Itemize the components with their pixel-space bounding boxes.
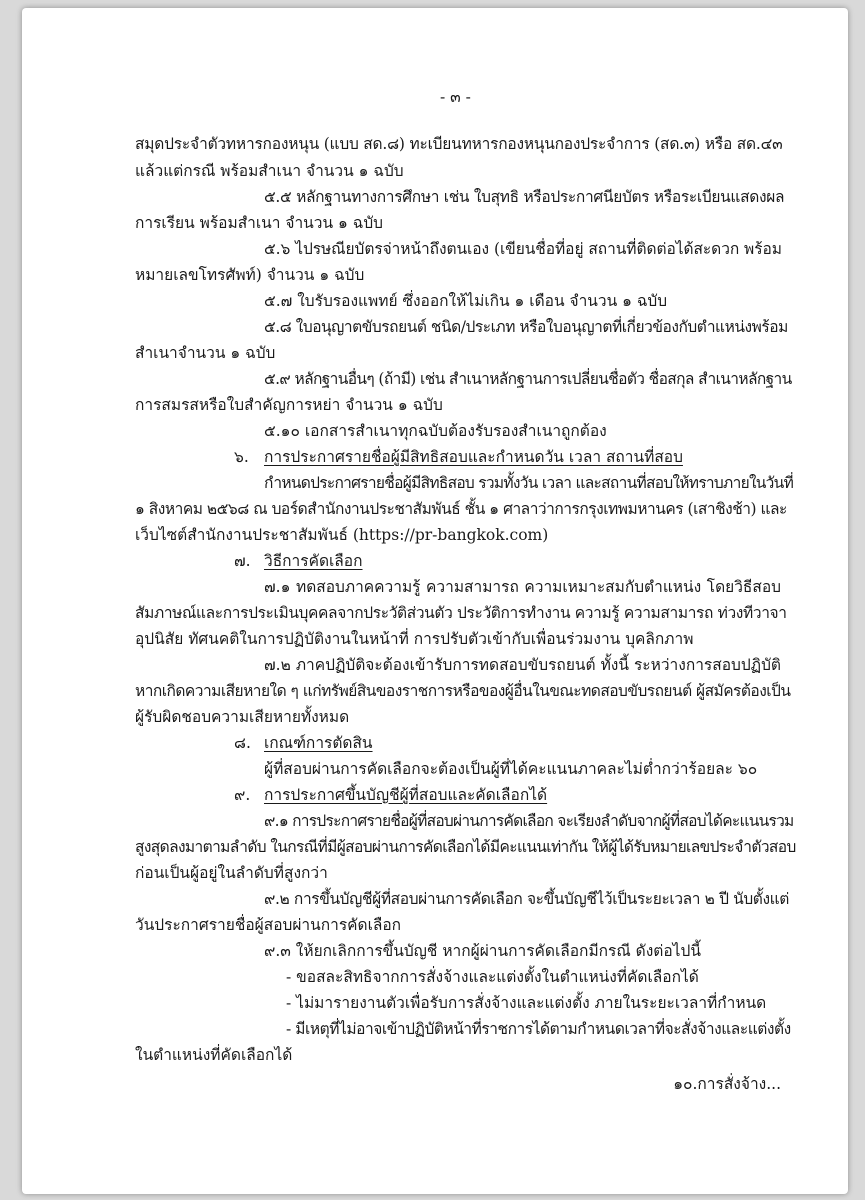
section-heading: เกณฑ์การตัดสิน bbox=[264, 734, 373, 752]
text-line: กำหนดประกาศรายชื่อผู้มีสิทธิสอบ รวมทั้งวัน เวลา และสถานที่สอบให้ทราบภายในวันที่ bbox=[264, 474, 794, 492]
text-line: ๕.๖ ไปรษณียบัตรจ่าหน้าถึงตนเอง (เขียนชื่อที่อยู่ สถานที่ติดต่อได้สะดวก พร้อม bbox=[264, 240, 782, 258]
section-heading: การประกาศขึ้นบัญชีผู้ที่สอบและคัดเลือกได้ bbox=[264, 786, 548, 804]
text-line: วันประกาศรายชื่อผู้สอบผ่านการคัดเลือก bbox=[135, 916, 402, 934]
section-number: ๖. bbox=[234, 448, 249, 466]
text-line: - ไม่มารายงานตัวเพื่อรับการสั่งจ้างและแต่งตั้ง ภายในระยะเวลาที่กำหนด bbox=[286, 994, 767, 1012]
text-line: สมุดประจำตัวทหารกองหนุน (แบบ สด.๘) ทะเบียนทหารกองหนุนกองประจำการ (สด.๓) หรือ สด.๔๓ bbox=[135, 135, 783, 153]
page-number: - ๓ - bbox=[440, 88, 471, 106]
text-line: ๕.๙ หลักฐานอื่นๆ (ถ้ามี) เช่น สำเนาหลักฐานการเปลี่ยนชื่อตัว ชื่อสกุล สำเนาหลักฐาน bbox=[264, 370, 792, 388]
text-line: เว็บไซต์สำนักงานประชาสัมพันธ์ (https://pr-bangkok.com) bbox=[135, 526, 549, 544]
continuation-text: ๑๐.การสั่งจ้าง... bbox=[673, 1075, 781, 1093]
text-line: - ขอสละสิทธิจากการสั่งจ้างและแต่งตั้งในตำแหน่งที่คัดเลือกได้ bbox=[286, 968, 699, 986]
text-line: ๗.๒ ภาคปฏิบัติจะต้องเข้ารับการทดสอบขับรถยนต์ ทั้งนี้ ระหว่างการสอบปฏิบัติ bbox=[264, 656, 781, 674]
text-line: อุปนิสัย ทัศนคติในการปฏิบัติงานในหน้าที่ การปรับตัวเข้ากับเพื่อนร่วมงาน บุคลิกภาพ bbox=[135, 630, 694, 648]
text-line: สำเนาจำนวน ๑ ฉบับ bbox=[135, 344, 276, 362]
text-line: ๕.๘ ใบอนุญาตขับรถยนต์ ชนิด/ประเภท หรือใบอนุญาตที่เกี่ยวข้องกับตำแหน่งพร้อม bbox=[264, 318, 788, 336]
section-number: ๙. bbox=[234, 786, 251, 804]
text-line: ๕.๑๐ เอกสารสำเนาทุกฉบับต้องรับรองสำเนาถูกต้อง bbox=[264, 422, 607, 440]
text-line: ก่อนเป็นผู้อยู่ในลำดับที่สูงกว่า bbox=[135, 864, 328, 882]
text-line: ๕.๗ ใบรับรองแพทย์ ซึ่งออกให้ไม่เกิน ๑ เดือน จำนวน ๑ ฉบับ bbox=[264, 292, 668, 310]
section-number: ๗. bbox=[234, 552, 251, 570]
text-line: สูงสุดลงมาตามลำดับ ในกรณีที่มีผู้สอบผ่านการคัดเลือกได้มีคะแนนเท่ากัน ให้ผู้ได้รับหมายเลขประจำตัวสอบ bbox=[135, 838, 796, 856]
text-line: ผู้รับผิดชอบความเสียหายทั้งหมด bbox=[135, 708, 350, 726]
section-heading: วิธีการคัดเลือก bbox=[264, 552, 363, 570]
text-line: หมายเลขโทรศัพท์) จำนวน ๑ ฉบับ bbox=[135, 266, 365, 284]
text-line: ๕.๕ หลักฐานทางการศึกษา เช่น ใบสุทธิ หรือประกาศนียบัตร หรือระเบียนแสดงผล bbox=[264, 188, 785, 206]
text-line: หากเกิดความเสียหายใด ๆ แก่ทรัพย์สินของราชการหรือของผู้อื่นในขณะทดสอบขับรถยนต์ ผู้สมัครต้องเป็น bbox=[135, 682, 791, 700]
text-line: แล้วแต่กรณี พร้อมสำเนา จำนวน ๑ ฉบับ bbox=[135, 162, 404, 180]
text-line: ๙.๑ การประกาศรายชื่อผู้ที่สอบผ่านการคัดเลือก จะเรียงลำดับจากผู้ที่สอบได้คะแนนรวม bbox=[264, 812, 794, 830]
section-heading: การประกาศรายชื่อผู้มีสิทธิสอบและกำหนดวัน เวลา สถานที่สอบ bbox=[264, 448, 683, 466]
text-line: - มีเหตุที่ไม่อาจเข้าปฏิบัติหน้าที่ราชการได้ตามกำหนดเวลาที่จะสั่งจ้างและแต่งตั้ง bbox=[286, 1020, 791, 1038]
text-line: การสมรสหรือใบสำคัญการหย่า จำนวน ๑ ฉบับ bbox=[135, 396, 443, 414]
text-line: ๗.๑ ทดสอบภาคความรู้ ความสามารถ ความเหมาะสมกับตำแหน่ง โดยวิธีสอบ bbox=[264, 578, 781, 596]
text-line: ผู้ที่สอบผ่านการคัดเลือกจะต้องเป็นผู้ที่ได้คะแนนภาคละไม่ต่ำกว่าร้อยละ ๖๐ bbox=[264, 760, 758, 778]
text-line: ๙.๓ ให้ยกเลิกการขึ้นบัญชี หากผู้ผ่านการคัดเลือกมีกรณี ดังต่อไปนี้ bbox=[264, 942, 701, 960]
text-line: การเรียน พร้อมสำเนา จำนวน ๑ ฉบับ bbox=[135, 214, 384, 232]
text-line: ๙.๒ การขึ้นบัญชีผู้ที่สอบผ่านการคัดเลือก จะขึ้นบัญชีไว้เป็นระยะเวลา ๒ ปี นับตั้งแต่ bbox=[264, 890, 789, 908]
text-line: สัมภาษณ์และการประเมินบุคคลจากประวัติส่วนตัว ประวัติการทำงาน ความรู้ ความสามารถ ท่วงทีวาจา bbox=[135, 604, 787, 622]
text-line: ในตำแหน่งที่คัดเลือกได้ bbox=[135, 1046, 293, 1064]
section-number: ๘. bbox=[234, 734, 251, 752]
text-line: ๑ สิงหาคม ๒๕๖๘ ณ บอร์ดสำนักงานประชาสัมพันธ์ ชั้น ๑ ศาลาว่าการกรุงเทพมหานคร (เสาชิงช้า) และ bbox=[135, 500, 787, 518]
